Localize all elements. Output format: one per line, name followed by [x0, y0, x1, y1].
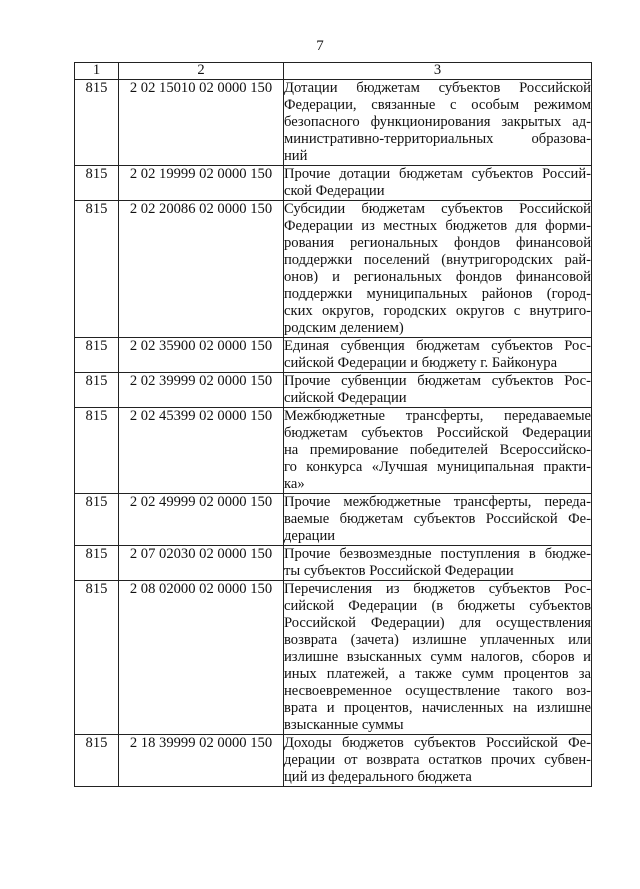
budget-code-cell: 2 08 02000 02 0000 150: [119, 581, 284, 735]
table-row: [75, 201, 592, 338]
table-row: [75, 408, 592, 494]
description-line: безопасного функционирования закрытых ад-: [284, 114, 591, 130]
budget-code-cell: 2 02 45399 02 0000 150: [119, 408, 284, 494]
description-cell: [284, 373, 592, 408]
description-line: Прочие дотации бюджетам субъектов Россий-: [284, 166, 591, 182]
admin-code-cell: 815: [75, 80, 119, 166]
budget-code-cell: 2 18 39999 02 0000 150: [119, 735, 284, 787]
budget-code-cell: 2 02 15010 02 0000 150: [119, 80, 284, 166]
admin-code-cell: 815: [75, 735, 119, 787]
description-line: дерации: [284, 528, 336, 544]
description-line: Федерации из местных бюджетов для форми-: [284, 218, 591, 234]
description-line: Доходы бюджетов субъектов Российской Фе-: [284, 735, 591, 751]
budget-code-cell: 2 02 19999 02 0000 150: [119, 166, 284, 201]
column-header-2: 2: [119, 63, 284, 80]
description-cell: [284, 201, 592, 338]
description-line: Единая субвенция бюджетам субъектов Рос-: [284, 338, 591, 354]
description-line: ций из федерального бюджета: [284, 769, 472, 785]
admin-code-cell: 815: [75, 494, 119, 546]
admin-code-cell: 815: [75, 338, 119, 373]
description-line: поддержки муниципальных районов (город-: [284, 286, 591, 302]
page-number: 7: [316, 38, 324, 54]
description-cell: [284, 581, 592, 735]
description-line: несвоевременное осуществление такого воз-: [284, 683, 591, 699]
description-line: ской Федерации: [284, 183, 385, 199]
budget-code-cell: 2 07 02030 02 0000 150: [119, 546, 284, 581]
budget-code-cell: 2 02 49999 02 0000 150: [119, 494, 284, 546]
description-line: поддержки поселений (внутригородских рай-: [284, 252, 591, 268]
description-line: ка»: [284, 476, 305, 492]
description-line: бюджетам субъектов Российской Федерации: [284, 425, 591, 441]
admin-code-cell: 815: [75, 581, 119, 735]
description-cell: [284, 338, 592, 373]
budget-code-cell: 2 02 20086 02 0000 150: [119, 201, 284, 338]
admin-code-cell: 815: [75, 166, 119, 201]
description-line: дерации от возврата остатков прочих субвен-: [284, 752, 591, 768]
budget-code-cell: 2 02 39999 02 0000 150: [119, 373, 284, 408]
budget-codes-table: [74, 62, 592, 787]
description-line: сийской Федерации: [284, 390, 407, 406]
description-line: Прочие безвозмездные поступления в бюдже-: [284, 546, 591, 562]
description-line: ских округов, городских округов с внутриго-: [284, 303, 591, 319]
admin-code-cell: 815: [75, 408, 119, 494]
column-header-3: 3: [284, 63, 592, 80]
description-line: родским делением): [284, 320, 404, 336]
description-line: Прочие субвенции бюджетам субъектов Рос-: [284, 373, 591, 389]
description-line: ты субъектов Российской Федерации: [284, 563, 514, 579]
description-line: излишне взысканных сумм налогов, сборов и: [284, 649, 591, 665]
description-line: на премирование победителей Всероссийско-: [284, 442, 591, 458]
description-line: Федерации, связанные с особым режимом: [284, 97, 591, 113]
description-line: Межбюджетные трансферты, передаваемые: [284, 408, 591, 424]
admin-code-cell: 815: [75, 201, 119, 338]
table-row: [75, 735, 592, 787]
description-line: возврата (зачета) излишне уплаченных или: [284, 632, 591, 648]
description-line: Перечисления из бюджетов субъектов Рос-: [284, 581, 591, 597]
description-line: ний: [284, 148, 308, 164]
description-line: рования региональных фондов финансовой: [284, 235, 591, 251]
admin-code-cell: 815: [75, 546, 119, 581]
table-row: [75, 373, 592, 408]
description-line: Субсидии бюджетам субъектов Российской: [284, 201, 591, 217]
description-cell: [284, 408, 592, 494]
admin-code-cell: 815: [75, 373, 119, 408]
description-line: онов) и региональных фондов финансовой: [284, 269, 591, 285]
table-row: [75, 338, 592, 373]
table-row: [75, 166, 592, 201]
description-line: Прочие межбюджетные трансферты, переда-: [284, 494, 591, 510]
description-line: ваемые бюджетам субъектов Российской Фе-: [284, 511, 591, 527]
table-row: [75, 546, 592, 581]
table-row: [75, 80, 592, 166]
description-cell: [284, 80, 592, 166]
table-header-row: [75, 63, 592, 80]
table-row: [75, 581, 592, 735]
description-line: министративно-территориальных образова-: [284, 131, 591, 147]
description-cell: [284, 494, 592, 546]
description-cell: [284, 166, 592, 201]
description-line: врата и процентов, начисленных на излишне: [284, 700, 591, 716]
description-line: Российской Федерации) для осуществления: [284, 615, 591, 631]
description-line: взысканные суммы: [284, 717, 404, 733]
column-header-1: 1: [75, 63, 119, 80]
description-line: сийской Федерации (в бюджеты субъектов: [284, 598, 591, 614]
description-line: сийской Федерации и бюджету г. Байконура: [284, 355, 558, 371]
budget-code-cell: 2 02 35900 02 0000 150: [119, 338, 284, 373]
table-row: [75, 494, 592, 546]
description-line: го конкурса «Лучшая муниципальная практи-: [284, 459, 591, 475]
description-cell: [284, 546, 592, 581]
description-line: Дотации бюджетам субъектов Российской: [284, 80, 591, 96]
description-line: иных платежей, а также сумм процентов за: [284, 666, 591, 682]
description-cell: [284, 735, 592, 787]
